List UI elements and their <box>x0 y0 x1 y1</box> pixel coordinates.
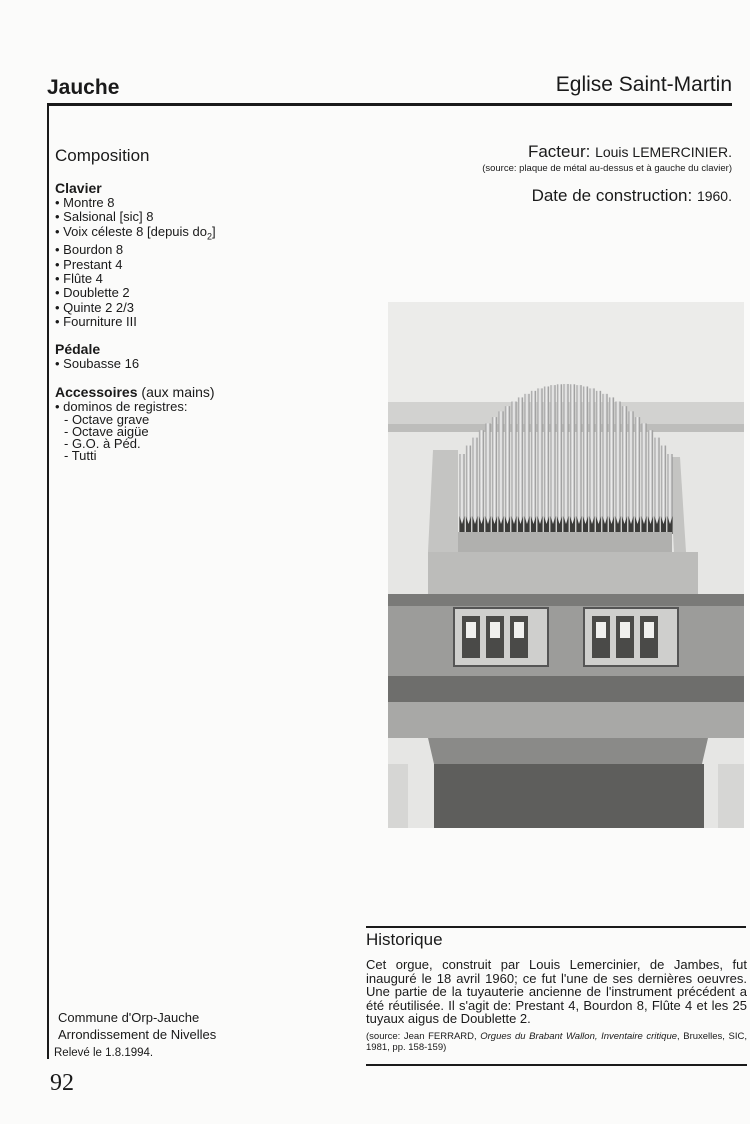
accessoires-title: Accessoires <box>55 383 138 400</box>
header-rule <box>47 103 732 106</box>
builder-label: Facteur: <box>527 142 591 161</box>
stop-item: • Doublette 2 <box>55 286 355 300</box>
stop-bracket: ] <box>212 223 216 239</box>
organ-pipe <box>498 411 503 534</box>
organ-pipe <box>531 391 536 534</box>
historique-title: Historique <box>366 930 443 949</box>
builder-line <box>482 142 732 162</box>
stop-item: • Prestant 4 <box>55 258 355 272</box>
source-title: Orgues du Brabant Wallon, Inventaire critique <box>480 1031 678 1042</box>
organ-pipe <box>596 391 601 534</box>
commune-block <box>58 1009 216 1043</box>
village-title: Jauche <box>47 76 120 99</box>
arrondissement-line: Arrondissement de Nivelles <box>58 1027 217 1042</box>
church-title: Eglise Saint-Martin <box>555 73 732 96</box>
left-margin-rule <box>47 103 49 1059</box>
source-post: , Bruxelles, SIC, 1981, pp. 158-159) <box>366 1031 748 1053</box>
builder-source: (source: plaque de métal au-dessus et à gauche du clavier) <box>482 163 732 174</box>
organ-pipe <box>563 384 568 534</box>
historique-source <box>366 1031 747 1053</box>
dominos-list <box>55 411 355 463</box>
stop-item: • Flûte 4 <box>55 272 355 286</box>
organ-pipe <box>492 417 497 534</box>
organ-pipe <box>628 411 633 534</box>
accessoires-note: (aux mains) <box>141 383 215 400</box>
organ-pipe <box>537 388 542 534</box>
stop-item: • Bourdon 8 <box>55 243 355 257</box>
organ-pipe <box>622 406 627 534</box>
stop-item: • Montre 8 <box>55 196 355 210</box>
date-line <box>532 186 732 206</box>
historique-body: Cet orgue, construit par Louis Lemercinier, de Jambes, fut inauguré le 18 avril 1960; ce fut l'une de ses dernières oeuvres. Une partie de la tuyauterie ancienne de l'instrument précédent a été réutilisée. Il s'agit de: Prestant 4, Bourdon 8, Flûte 4 et les 25 tuyaux aigus de Doublette 2. <box>366 957 747 1026</box>
organ-pipe <box>544 386 549 534</box>
stop-item: • Fourniture III <box>55 315 355 329</box>
organ-pipe <box>583 386 588 534</box>
organ-pipe <box>505 406 510 534</box>
composition-title: Composition <box>55 146 150 165</box>
stop-subscript: 2 <box>207 231 213 242</box>
organ-pipe <box>602 394 607 534</box>
accessoires-heading <box>55 384 355 400</box>
organ-pipe <box>615 402 620 535</box>
commune-line: Commune d'Orp-Jauche <box>58 1010 200 1025</box>
domino-item: - Octave grave <box>64 411 150 427</box>
stop-item: • Quinte 2 2/3 <box>55 301 355 315</box>
organ-pipe <box>550 385 555 534</box>
organ-pipe <box>557 384 562 534</box>
organ-pipe <box>570 384 575 534</box>
pedale-list <box>55 357 355 371</box>
clavier-list <box>55 196 355 329</box>
organ-pipe <box>641 423 646 534</box>
organ-pipe <box>524 394 529 534</box>
date-value: 1960. <box>696 188 732 204</box>
historique-rule-top <box>366 926 746 928</box>
organ-pipe <box>589 388 594 534</box>
accessory-item: • dominos de registres: <box>55 400 355 414</box>
domino-item: - Tutti <box>64 447 97 463</box>
organ-pipe <box>576 385 581 534</box>
organ-pipe <box>518 397 523 534</box>
stop-item <box>55 225 355 244</box>
builder-name: Louis LEMERCINIER. <box>595 144 732 160</box>
pedale-heading: Pédale <box>55 341 101 358</box>
clavier-heading: Clavier <box>55 180 102 196</box>
domino-item: - Octave aigüe <box>64 423 149 439</box>
organ-pipe <box>485 423 490 534</box>
stop-text: Voix céleste 8 [depuis do <box>63 223 207 239</box>
domino-item: - G.O. à Péd. <box>64 435 141 451</box>
stop-item: • Soubasse 16 <box>55 357 355 371</box>
composition-block <box>55 180 355 462</box>
stop-item: • Salsional [sic] 8 <box>55 210 355 224</box>
organ-pipe <box>511 402 516 535</box>
builder-block <box>482 142 732 174</box>
releve-date: Relevé le 1.8.1994. <box>54 1047 154 1059</box>
source-pre: (source: Jean FERRARD, <box>366 1031 477 1042</box>
date-label: Date de construction: <box>531 186 693 205</box>
page-number: 92 <box>50 1070 74 1096</box>
organ-photo <box>388 302 744 828</box>
historique-rule-bottom <box>366 1064 747 1066</box>
organ-pipe <box>635 417 640 534</box>
organ-pipe <box>609 397 614 534</box>
